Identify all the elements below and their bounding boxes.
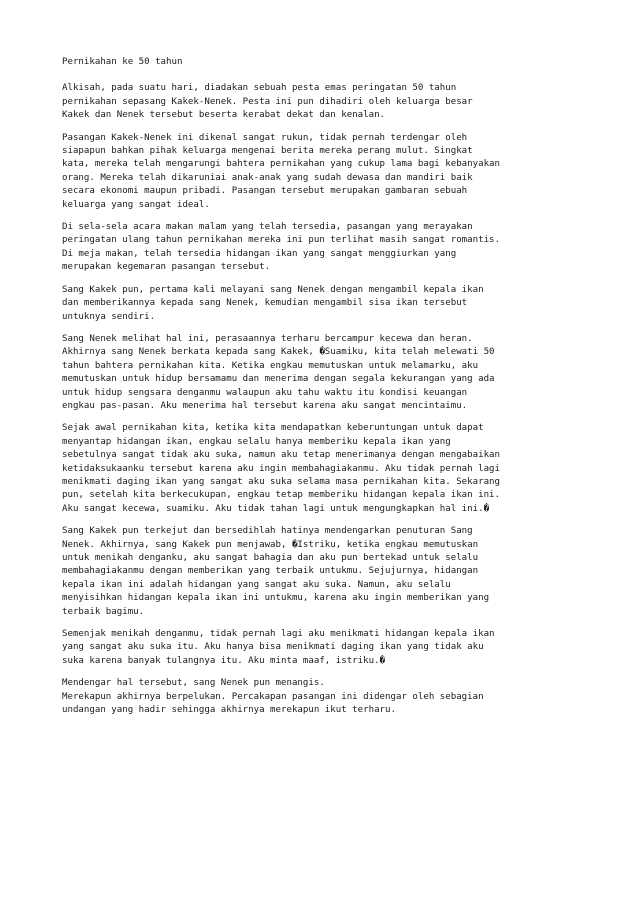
paragraph-line: Merekapun akhirnya berpelukan. Percakapan pasangan ini didengar oleh sebagian (62, 691, 484, 702)
paragraph-line: Sejak awal pernikahan kita, ketika kita mendapatkan keberuntungan untuk dapat (62, 423, 484, 434)
paragraph-line: dan memberikannya kepada sang Nenek, kemudian mengambil sisa ikan tersebut (62, 298, 468, 309)
paragraph-line: membahagiakanmu dengan memberikan yang terbaik untukmu. Sejujurnya, hidangan (62, 566, 479, 577)
document-body (62, 82, 582, 717)
paragraph-line: Pasangan Kakek-Nenek ini dikenal sangat rukun, tidak pernah terdengar oleh (62, 132, 468, 143)
paragraph-line: untuk menikah denganku, aku sangat bahagia dan aku pun bertekad untuk selalu (62, 553, 479, 563)
paragraph (62, 284, 582, 324)
paragraph-line: keluarga yang sangat ideal. (62, 199, 210, 210)
paragraph (62, 132, 582, 212)
paragraph (62, 525, 582, 619)
paragraph-line: peringatan ulang tahun pernikahan mereka ini pun terlihat masih sangat romantis. (62, 235, 500, 246)
paragraph-line: terbaik bagimu. (62, 606, 145, 617)
paragraph (62, 333, 582, 413)
paragraph-line: undangan yang hadir sehingga akhirnya merekapun ikut terharu. (62, 705, 396, 716)
paragraph-line: menyantap hidangan ikan, engkau selalu hanya memberiku kepala ikan yang (62, 436, 451, 447)
paragraph-line: sebetulnya sangat tidak aku suka, namun aku tetap menerimanya dengan mengabaikan (62, 450, 500, 461)
paragraph-line: Aku sangat kecewa, suamiku. Aku tidak tahan lagi untuk mengungkapkan hal ini.� (62, 503, 490, 514)
paragraph-line: Di sela-sela acara makan malam yang telah tersedia, pasangan yang merayakan (62, 222, 473, 233)
paragraph-line: Semenjak menikah denganmu, tidak pernah lagi aku menikmati hidangan kepala ikan (62, 629, 495, 640)
paragraph-line: suka karena banyak tulangnya itu. Aku minta maaf, istriku.� (62, 655, 386, 666)
paragraph-line: Di meja makan, telah tersedia hidangan ikan yang sangat menggiurkan yang (62, 248, 457, 259)
paragraph-line: Alkisah, pada suatu hari, diadakan sebuah pesta emas peringatan 50 tahun (62, 83, 457, 94)
document-page (62, 56, 582, 726)
paragraph-line: kata, mereka telah mengarungi bahtera pernikahan yang cukup lama bagi kebanyakan (62, 159, 500, 170)
paragraph (62, 628, 582, 668)
paragraph (62, 677, 582, 717)
paragraph-line: untuknya sendiri. (62, 311, 156, 322)
paragraph (62, 221, 582, 275)
paragraph-line: pun, setelah kita berkecukupan, engkau tetap memberiku hidangan kepala ikan ini. (62, 490, 500, 501)
paragraph-line: Akhirnya sang Nenek berkata kepada sang Kakek, �Suamiku, kita telah melewati 50 (62, 347, 495, 358)
paragraph-line: orang. Mereka telah dikaruniai anak-anak yang sudah dewasa dan mandiri baik (62, 172, 473, 183)
paragraph-line: siapapun bahkan pihak keluarga mengenai berita mereka perang mulut. Singkat (62, 146, 473, 157)
paragraph-line: ketidaksukaanku tersebut karena aku ingin membahagiakanmu. Aku tidak pernah lagi (62, 463, 500, 474)
paragraph-line: Sang Kakek pun, pertama kali melayani sang Nenek dengan mengambil kepala ikan (62, 284, 484, 295)
paragraph-line: merupakan kegemaran pasangan tersebut. (62, 262, 271, 273)
paragraph-line: Mendengar hal tersebut, sang Nenek pun menangis. (62, 678, 325, 689)
paragraph-line: secara ekonomi maupun pribadi. Pasangan tersebut merupakan gambaran sebuah (62, 186, 468, 197)
paragraph (62, 422, 582, 516)
paragraph-line: engkau pas-pasan. Aku menerima hal tersebut karena aku sangat mencintaimu. (62, 400, 468, 411)
paragraph-line: kepala ikan ini adalah hidangan yang sangat aku suka. Namun, aku selalu (62, 579, 451, 590)
paragraph-line: menikmati daging ikan yang sangat aku suka selama masa pernikahan kita. Sekarang (62, 476, 500, 487)
document-title: Pernikahan ke 50 tahun (62, 57, 183, 67)
paragraph-line: tahun bahtera pernikahan kita. Ketika engkau memutuskan untuk melamarku, aku (62, 360, 479, 371)
paragraph-line: memutuskan untuk hidup bersamamu dan menerima dengan segala kekurangan yang ada (62, 374, 495, 385)
paragraph-line: Sang Nenek melihat hal ini, perasaannya terharu bercampur kecewa dan heran. (62, 333, 473, 344)
paragraph (62, 82, 582, 122)
paragraph-line: Kakek dan Nenek tersebut beserta kerabat dekat dan kenalan. (62, 110, 386, 121)
paragraph-line: Nenek. Akhirnya, sang Kakek pun menjawab, �Istriku, ketika engkau memutuskan (62, 539, 479, 550)
paragraph-line: Sang Kakek pun terkejut dan bersedihlah hatinya mendengarkan penuturan Sang (62, 526, 473, 537)
paragraph-line: untuk hidup sengsara denganmu walaupun aku tahu waktu itu kondisi keuangan (62, 387, 468, 398)
paragraph-line: pernikahan sepasang Kakek-Nenek. Pesta ini pun dihadiri oleh keluarga besar (62, 96, 473, 107)
paragraph-line: menyisihkan hidangan kepala ikan ini untukmu, karena aku ingin memberikan yang (62, 593, 490, 604)
paragraph-line: yang sangat aku suka itu. Aku hanya bisa menikmati daging ikan yang tidak aku (62, 642, 484, 653)
